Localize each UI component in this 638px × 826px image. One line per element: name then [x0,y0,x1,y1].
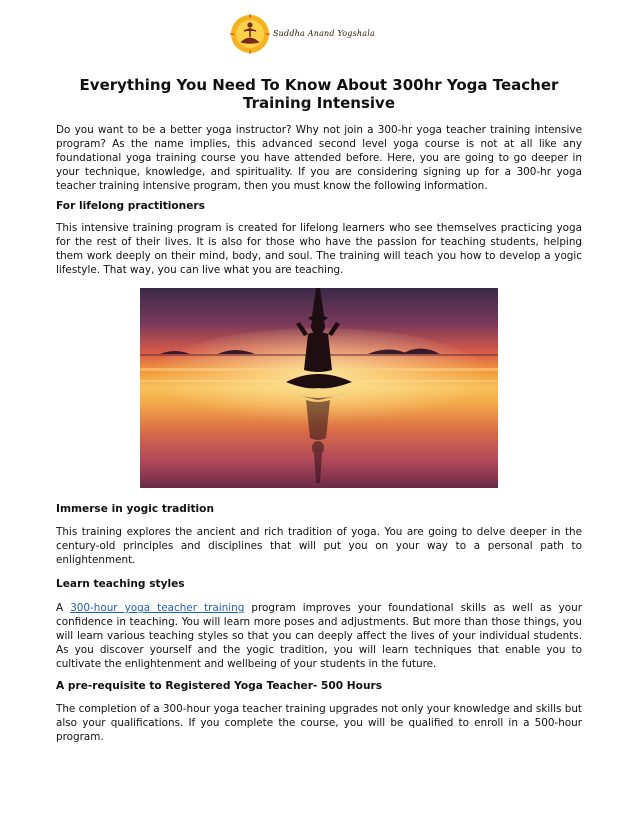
body-suffix: program improves your foundational skills as well as your confidence in teaching. You will learn more poses and adjustments. But more than those things, you will learn various teaching styles so that you can deeply affect the lives of your individual students. As you discover yourself and the yogic tradition, you will learn techniques that enable you to cultivate the enlightenment and wellbeing of your students in the future. [56,602,582,670]
intro-paragraph: Do you want to be a better yoga instructor? Why not join a 300-hr yoga teacher training intensive program? As the name implies, this advanced second level yoga course is not at all like any foundational yoga training course you have attended before. Here, you are going to go deeper in your technique, knowledge, and spirituality. If you are considering signing up for a 300-hr yoga teacher training intensive program, then you must know the following information. [56,124,582,192]
logo-text: Suddha Anand Yogshala [273,29,375,38]
section-body-teaching [56,602,582,672]
section-body-tradition: This training explores the ancient and rich tradition of yoga. You are going to delve deeper in the century-old principles and disciplines that will put you on your way to a personal path to enlightenment. [56,526,582,566]
section-heading-prerequisite: A pre-requisite to Registered Yoga Teacher- 500 Hours [56,680,383,692]
section-heading-teaching: Learn teaching styles [56,578,185,590]
section-heading-lifelong: For lifelong practitioners [56,200,205,212]
sunset-yoga-silhouette-photo [140,288,498,488]
meditating-figure-sun-icon [229,13,271,55]
section-body-prerequisite: The completion of a 300-hour yoga teacher training upgrades not only your knowledge and skills but also your qualifications. If you complete the course, you will be qualified to enroll in a 500-hour program. [56,703,582,743]
300-hour-training-link[interactable]: 300-hour yoga teacher training [70,602,245,614]
page-title: Everything You Need To Know About 300hr Yoga Teacher Training Intensive [79,76,559,112]
brand-logo [229,13,379,55]
body-prefix: A [56,602,71,614]
section-heading-tradition: Immerse in yogic tradition [56,503,215,515]
section-body-lifelong: This intensive training program is created for lifelong learners who see themselves practicing yoga for the rest of their lives. It is also for those who have the passion for teaching students, helping them work deeply on their mind, body, and soul. The training will teach you how to develop a yogic lifestyle. That way, you can live what you are teaching. [56,222,582,276]
